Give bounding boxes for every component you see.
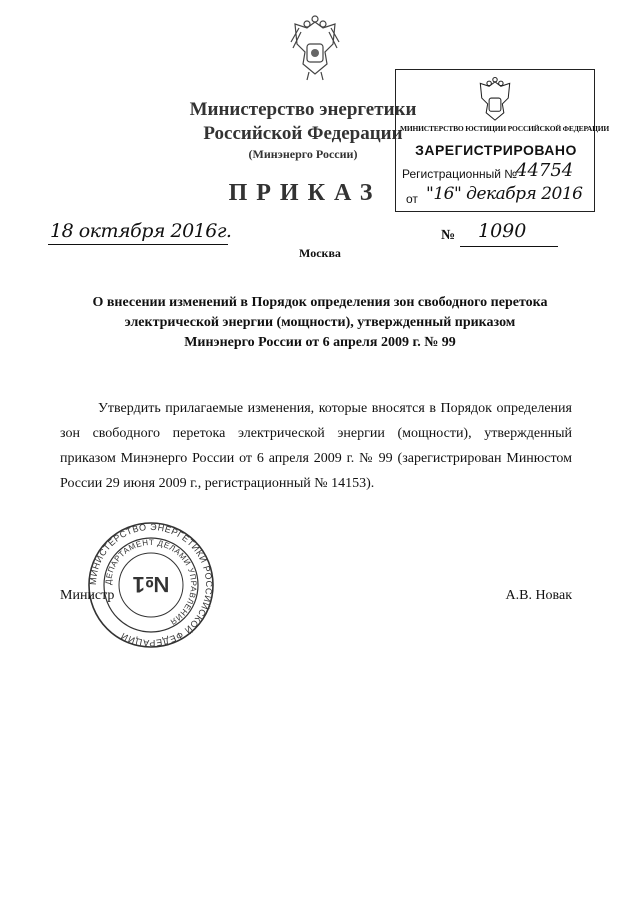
document-type: ПРИКАЗ: [228, 180, 382, 206]
body-paragraph: Утвердить прилагаемые изменения, которые вносятся в Порядок определения зон свободного перетока электрической энергии (мощности), утвержденный приказом Минэнерго России от 6 апреля 2009 г. № 99 (зарегистрирован Минюстом России 29 июня 2009 г., регистрационный № 14153).: [60, 401, 572, 491]
seal-outer-text: МИНИСТЕРСТВО ЭНЕРГЕТИКИ РОССИЙСКОЙ ФЕДЕРАЦИИ: [87, 521, 215, 649]
stamp-ministry: МИНИСТЕРСТВО ЮСТИЦИИ РОССИЙСКОЙ ФЕДЕРАЦИИ: [400, 124, 609, 133]
stamp-status: ЗАРЕГИСТРИРОВАНО: [415, 142, 577, 158]
stamp-date-prefix: от: [406, 192, 418, 206]
stamp-reg-label: Регистрационный №: [402, 167, 518, 181]
subject-line2: электрической энергии (мощности), утвержденный приказом: [124, 315, 516, 330]
order-number-sign: №: [441, 228, 456, 243]
ministry-short-name: (Минэнерго России): [248, 147, 358, 161]
order-number: 1090: [478, 220, 527, 242]
order-date-underline: [48, 244, 228, 245]
subject-line3: Минэнерго России от 6 апреля 2009 г. № 99: [184, 335, 456, 350]
signer-name: А.В. Новак: [505, 588, 572, 603]
order-number-underline: [460, 246, 558, 247]
city: Москва: [299, 246, 341, 260]
round-seal: [86, 520, 216, 650]
seal-inner-text: ДЕПАРТАМЕНТ ДЕЛАМИ УПРАВЛЕНИЯ: [103, 537, 199, 627]
order-body: [60, 396, 572, 496]
seal-center: №1: [132, 572, 170, 597]
stamp-reg-number: 44754: [516, 160, 574, 181]
coat-of-arms-icon: [472, 76, 518, 126]
ministry-name-line1: Министерство энергетики: [189, 99, 417, 120]
signer-position: Министр: [60, 588, 115, 603]
subject-line1: О внесении изменений в Порядок определения зон свободного перетока: [92, 295, 548, 310]
ministry-name-line2: Российской Федерации: [203, 123, 403, 144]
coat-of-arms-icon: [285, 14, 345, 82]
stamp-date: "16" декабря 2016: [426, 184, 583, 204]
order-subject: [80, 293, 560, 353]
order-date: 18 октября 2016г.: [50, 220, 232, 242]
registration-stamp: [395, 69, 609, 212]
